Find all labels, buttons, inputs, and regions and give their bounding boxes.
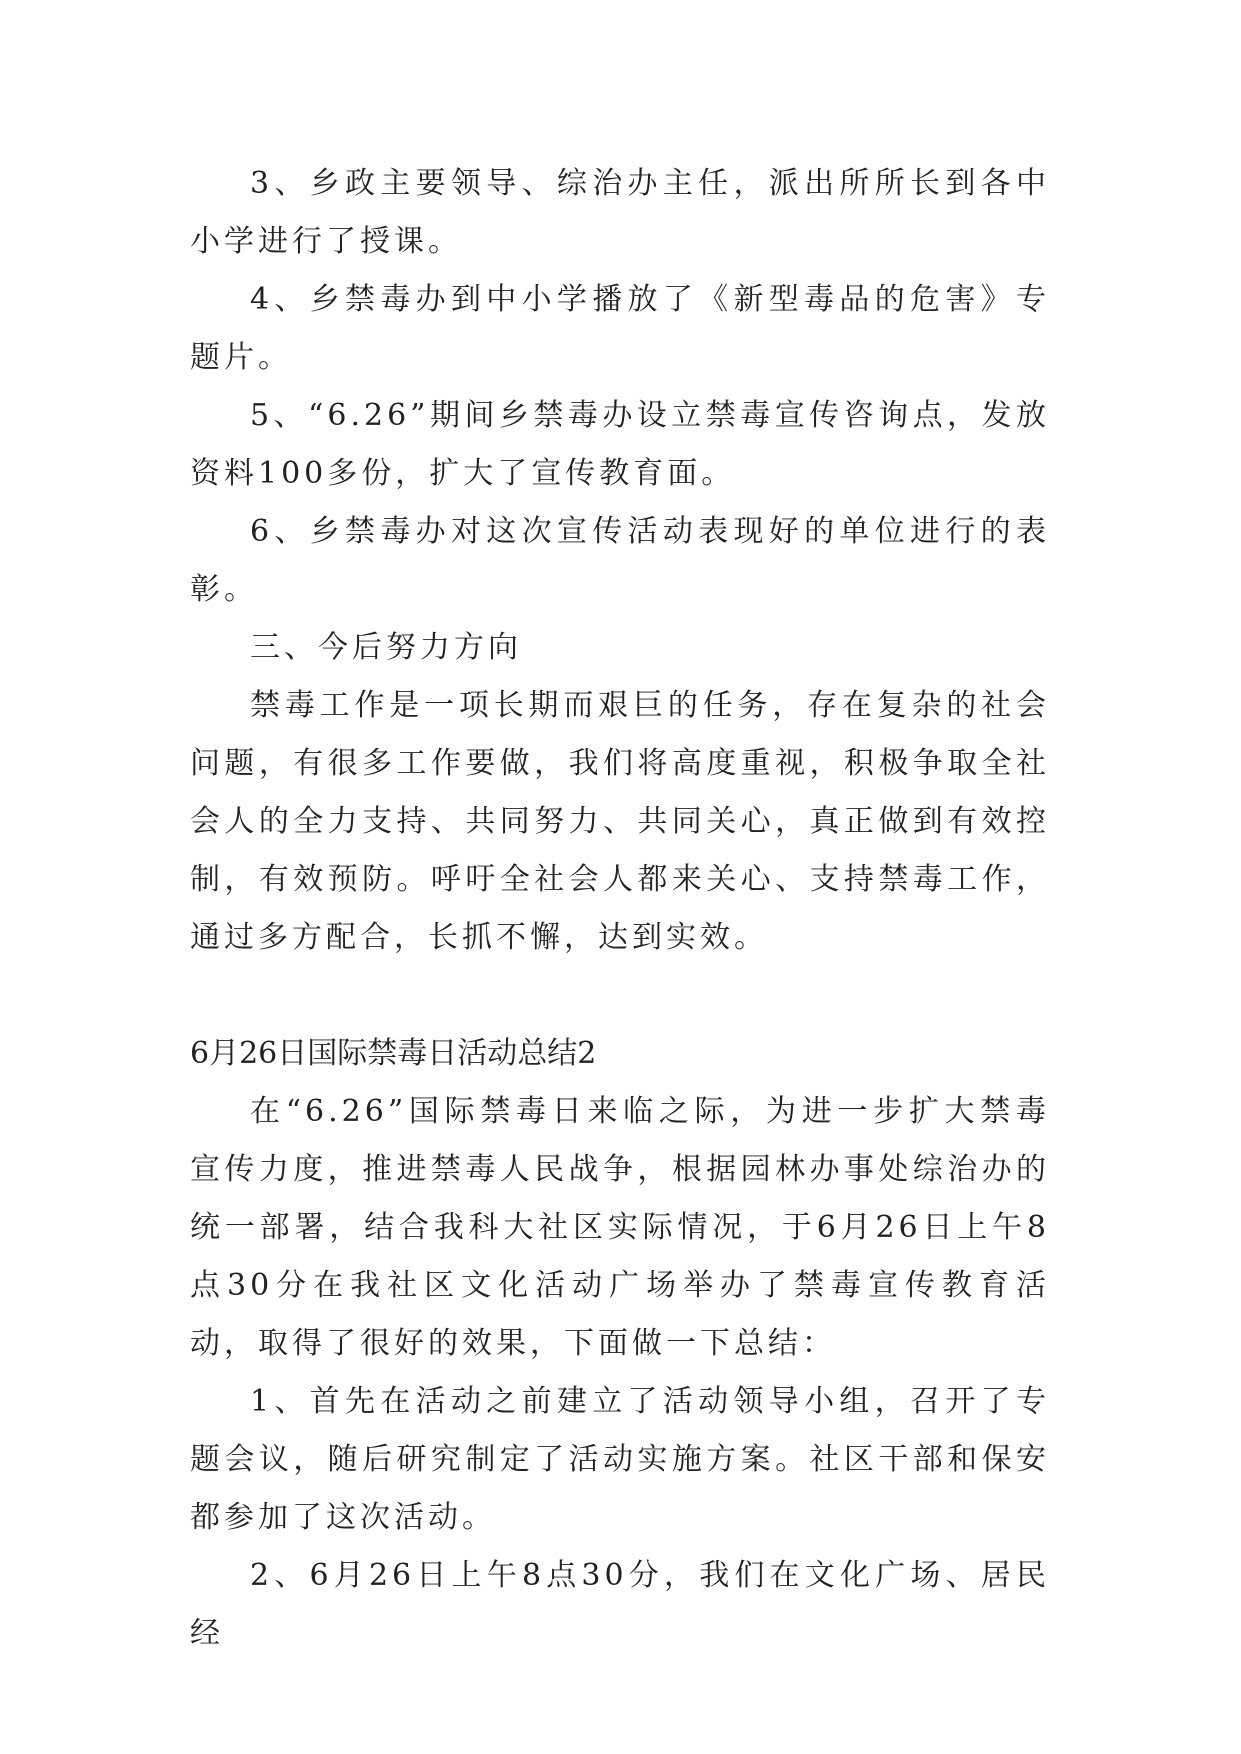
paragraph-item-2: 2、6月26日上午8点30分，我们在文化广场、居民经 <box>190 1558 1050 1651</box>
document-title-summary-2: 6月26日国际禁毒日活动总结2 <box>190 1036 597 1071</box>
paragraph-item-1: 1、首先在活动之前建立了活动领导小组，召开了专题会议，随后研究制定了活动实施方案。社区干部和保安都参加了这次活动。 <box>190 1384 1050 1535</box>
paragraph-item-5: 5、“6.26”期间乡禁毒办设立禁毒宣传咨询点，发放资料100多份，扩大了宣传教育面。 <box>190 398 1050 491</box>
paragraph-item-4: 4、乡禁毒办到中小学播放了《新型毒品的危害》专题片。 <box>190 282 1050 375</box>
paragraph-conclusion: 禁毒工作是一项长期而艰巨的任务，存在复杂的社会问题，有很多工作要做，我们将高度重视，积极争取全社会人的全力支持、共同努力、共同关心，真正做到有效控制，有效预防。呼吁全社会人都来关心、支持禁毒工作，通过多方配合，长抓不懈，达到实效。 <box>190 688 1050 955</box>
paragraph-intro: 在“6.26”国际禁毒日来临之际，为进一步扩大禁毒宣传力度，推进禁毒人民战争，根据园林办事处综治办的统一部署，结合我科大社区实际情况，于6月26日上午8点30分在我社区文化活动广场举办了禁毒宣传教育活动，取得了很好的效果，下面做一下总结： <box>190 1094 1050 1361</box>
paragraph-item-6: 6、乡禁毒办对这次宣传活动表现好的单位进行的表彰。 <box>190 514 1050 607</box>
section-heading-future-direction: 三、今后努力方向 <box>250 630 522 665</box>
section-gap <box>190 967 1050 1025</box>
paragraph-item-3: 3、乡政主要领导、综治办主任，派出所所长到各中小学进行了授课。 <box>190 166 1050 259</box>
document-body <box>190 155 1050 1663</box>
